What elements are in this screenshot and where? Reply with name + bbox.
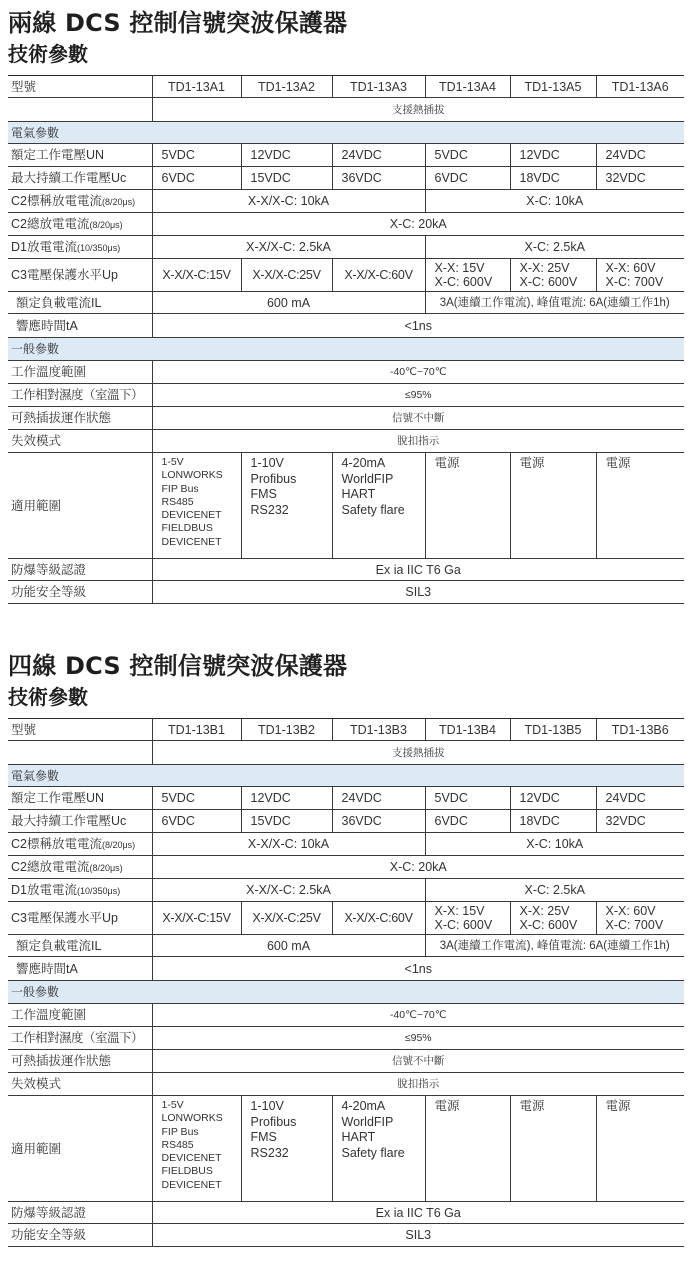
application-item: 1-10V xyxy=(250,456,284,470)
application-item: FIP Bus xyxy=(161,1125,199,1138)
value-cell: 6VDC xyxy=(152,810,241,833)
failure-row xyxy=(8,1073,684,1096)
model-cell: TD1-13B5 xyxy=(510,719,596,741)
max-voltage-label: 最大持續工作電壓Uc xyxy=(8,167,152,190)
response-row xyxy=(8,314,684,338)
d1-label: D1放電電流(10/350μs) xyxy=(8,879,152,902)
model-cell: TD1-13A6 xyxy=(596,76,684,98)
humidity-value: ≤95% xyxy=(152,1027,684,1050)
value-cell: 36VDC xyxy=(332,167,425,190)
group-header-general xyxy=(8,981,684,1004)
value-cell: 24VDC xyxy=(332,144,425,167)
c2-total-value: X-C: 20kA xyxy=(152,856,684,879)
application-item: 1-10V xyxy=(250,1099,284,1113)
model-row xyxy=(8,719,684,741)
empty-label xyxy=(8,98,152,122)
model-label: 型號 xyxy=(8,76,152,98)
value-cell: X-X/X-C:15V xyxy=(152,902,241,935)
response-label: 響應時間tA xyxy=(8,957,152,981)
response-value: <1ns xyxy=(152,314,684,338)
application-list: 電源 xyxy=(596,453,684,559)
application-label: 適用範圍 xyxy=(8,1096,152,1202)
safety-row xyxy=(8,1224,684,1247)
model-cell: TD1-13A2 xyxy=(241,76,332,98)
application-item: DEVICENET xyxy=(161,509,222,522)
c3-label: C3電壓保護水平Up xyxy=(8,259,152,292)
value-cell: X-X: 60V X-C: 700V xyxy=(596,902,684,935)
failure-label: 失效模式 xyxy=(8,430,152,453)
safety-value: SIL3 xyxy=(152,581,684,604)
application-item: RS485 xyxy=(161,1138,194,1151)
section-subtitle: 技術參數 xyxy=(8,685,88,709)
safety-label: 功能安全等級 xyxy=(8,581,152,604)
spec-table xyxy=(8,718,684,1247)
application-item: 1-5V xyxy=(161,456,184,468)
application-list xyxy=(332,1096,425,1202)
temp-row xyxy=(8,1004,684,1027)
hot-swap-value: 支援熱插拔 xyxy=(152,741,684,765)
value-cell: X-X/X-C:15V xyxy=(152,259,241,292)
group-header-electrical xyxy=(8,122,684,144)
application-row xyxy=(8,1096,684,1202)
temp-value: -40℃~70℃ xyxy=(152,1004,684,1027)
value-cell: 12VDC xyxy=(241,144,332,167)
safety-label: 功能安全等級 xyxy=(8,1224,152,1247)
application-list: 電源 xyxy=(425,453,510,559)
load-current-right: 3A(連續工作電流), 峰值電流: 6A(連續工作1h) xyxy=(425,935,684,957)
model-row xyxy=(8,76,684,98)
c2-total-label: C2總放電電流(8/20μs) xyxy=(8,213,152,236)
value-cell: 24VDC xyxy=(596,144,684,167)
empty-label xyxy=(8,741,152,765)
application-item: FMS xyxy=(250,487,277,501)
application-item: HART xyxy=(341,487,376,501)
application-item: RS485 xyxy=(161,495,194,508)
explosion-label: 防爆等級認證 xyxy=(8,559,152,581)
application-item: FIP Bus xyxy=(161,482,199,495)
c3-label: C3電壓保護水平Up xyxy=(8,902,152,935)
temp-label: 工作溫度範圍 xyxy=(8,1004,152,1027)
model-label: 型號 xyxy=(8,719,152,741)
load-current-left: 600 mA xyxy=(152,292,425,314)
hot-swap-row xyxy=(8,741,684,765)
value-cell: 12VDC xyxy=(510,787,596,810)
application-item: HART xyxy=(341,1130,376,1144)
model-cell: TD1-13A4 xyxy=(425,76,510,98)
value-cell: X-X/X-C:60V xyxy=(332,259,425,292)
value-cell: 36VDC xyxy=(332,810,425,833)
value-cell: X-X/X-C:25V xyxy=(241,259,332,292)
d1-right: X-C: 2.5kA xyxy=(425,236,684,259)
value-cell: 18VDC xyxy=(510,810,596,833)
value-cell: 24VDC xyxy=(596,787,684,810)
model-cell: TD1-13B4 xyxy=(425,719,510,741)
hot-swap-value: 支援熱插拔 xyxy=(152,98,684,122)
hot-state-label: 可熱插拔運作狀態 xyxy=(8,407,152,430)
hot-state-label: 可熱插拔運作狀態 xyxy=(8,1050,152,1073)
model-cell: TD1-13B2 xyxy=(241,719,332,741)
load-current-label: 額定負載電流IL xyxy=(8,292,152,314)
group-general-label: 一般參數 xyxy=(8,338,684,361)
c2-nominal-row xyxy=(8,833,684,856)
value-cell: 12VDC xyxy=(241,787,332,810)
spec-table xyxy=(8,75,684,604)
two-wire-section xyxy=(0,0,693,630)
hot-swap-row xyxy=(8,98,684,122)
value-cell: X-X: 15V X-C: 600V xyxy=(425,259,510,292)
group-header-electrical xyxy=(8,765,684,787)
temp-row xyxy=(8,361,684,384)
application-item: Profibus xyxy=(250,1114,297,1129)
model-cell: TD1-13A5 xyxy=(510,76,596,98)
product-title: 四線 DCS 控制信號突波保護器 xyxy=(8,652,348,680)
section-subtitle: 技術參數 xyxy=(8,42,88,66)
application-list xyxy=(152,453,241,559)
response-value: <1ns xyxy=(152,957,684,981)
c2-nominal-right: X-C: 10kA xyxy=(425,833,684,856)
value-cell: 5VDC xyxy=(152,787,241,810)
max-voltage-row xyxy=(8,167,684,190)
model-cell: TD1-13B1 xyxy=(152,719,241,741)
c2-total-row xyxy=(8,213,684,236)
application-item: WorldFIP xyxy=(341,471,394,486)
d1-right: X-C: 2.5kA xyxy=(425,879,684,902)
c2-nominal-left: X-X/X-C: 10kA xyxy=(152,833,425,856)
max-voltage-label: 最大持續工作電壓Uc xyxy=(8,810,152,833)
value-cell: 15VDC xyxy=(241,167,332,190)
humidity-row xyxy=(8,384,684,407)
rated-voltage-row xyxy=(8,787,684,810)
explosion-label: 防爆等級認證 xyxy=(8,1202,152,1224)
response-row xyxy=(8,957,684,981)
c2-nominal-right: X-C: 10kA xyxy=(425,190,684,213)
failure-row xyxy=(8,430,684,453)
load-current-right: 3A(連續工作電流), 峰值電流: 6A(連續工作1h) xyxy=(425,292,684,314)
c2-nominal-label: C2標稱放電電流(8/20μs) xyxy=(8,833,152,856)
application-item: FMS xyxy=(250,1130,277,1144)
group-electrical-label: 電氣參數 xyxy=(8,765,684,787)
load-current-left: 600 mA xyxy=(152,935,425,957)
load-current-row xyxy=(8,935,684,957)
c2-total-row xyxy=(8,856,684,879)
c2-total-label: C2總放電電流(8/20μs) xyxy=(8,856,152,879)
c2-nominal-left: X-X/X-C: 10kA xyxy=(152,190,425,213)
application-item: Safety flare xyxy=(341,502,405,517)
application-item: DEVICENET xyxy=(161,1152,222,1165)
rated-voltage-label: 額定工作電壓UN xyxy=(8,787,152,810)
group-electrical-label: 電氣參數 xyxy=(8,122,684,144)
application-item: 1-5V xyxy=(161,1099,184,1111)
value-cell: 32VDC xyxy=(596,810,684,833)
d1-row xyxy=(8,236,684,259)
application-list xyxy=(152,1096,241,1202)
value-cell: 6VDC xyxy=(425,167,510,190)
hot-state-value: 信號不中斷 xyxy=(152,1050,684,1073)
group-general-label: 一般參數 xyxy=(8,981,684,1004)
temp-value: -40℃~70℃ xyxy=(152,361,684,384)
application-item: RS232 xyxy=(250,1145,289,1160)
value-cell: 32VDC xyxy=(596,167,684,190)
explosion-row xyxy=(8,559,684,581)
temp-label: 工作溫度範圍 xyxy=(8,361,152,384)
value-cell: 24VDC xyxy=(332,787,425,810)
application-item: 4-20mA xyxy=(341,1099,386,1113)
four-wire-section xyxy=(0,643,693,1269)
value-cell: 5VDC xyxy=(425,144,510,167)
group-header-general xyxy=(8,338,684,361)
d1-left: X-X/X-C: 2.5kA xyxy=(152,879,425,902)
d1-left: X-X/X-C: 2.5kA xyxy=(152,236,425,259)
response-label: 響應時間tA xyxy=(8,314,152,338)
application-list: 電源 xyxy=(510,1096,596,1202)
humidity-label: 工作相對濕度（室溫下） xyxy=(8,1027,152,1050)
explosion-value: Ex ia IIC T6 Ga xyxy=(152,1202,684,1224)
failure-value: 脫扣指示 xyxy=(152,1073,684,1096)
c2-nominal-label: C2標稱放電電流(8/20μs) xyxy=(8,190,152,213)
product-title: 兩線 DCS 控制信號突波保護器 xyxy=(8,9,348,37)
failure-value: 脫扣指示 xyxy=(152,430,684,453)
application-list xyxy=(332,453,425,559)
model-cell: TD1-13B3 xyxy=(332,719,425,741)
load-current-row xyxy=(8,292,684,314)
model-cell: TD1-13A1 xyxy=(152,76,241,98)
value-cell: X-X/X-C:60V xyxy=(332,902,425,935)
load-current-label: 額定負載電流IL xyxy=(8,935,152,957)
c3-row xyxy=(8,902,684,935)
model-cell: TD1-13A3 xyxy=(332,76,425,98)
humidity-label: 工作相對濕度（室溫下） xyxy=(8,384,152,407)
value-cell: 15VDC xyxy=(241,810,332,833)
value-cell: X-X: 60V X-C: 700V xyxy=(596,259,684,292)
hot-state-row xyxy=(8,407,684,430)
c2-total-value: X-C: 20kA xyxy=(152,213,684,236)
rated-voltage-row xyxy=(8,144,684,167)
model-cell: TD1-13B6 xyxy=(596,719,684,741)
application-item: DEVICENET xyxy=(161,1178,222,1191)
value-cell: 5VDC xyxy=(152,144,241,167)
max-voltage-row xyxy=(8,810,684,833)
explosion-row xyxy=(8,1202,684,1224)
safety-row xyxy=(8,581,684,604)
application-list: 電源 xyxy=(596,1096,684,1202)
application-item: RS232 xyxy=(250,502,289,517)
d1-row xyxy=(8,879,684,902)
d1-label: D1放電電流(10/350μs) xyxy=(8,236,152,259)
application-item: FIELDBUS xyxy=(161,1165,213,1178)
application-item: DEVICENET xyxy=(161,535,222,548)
failure-label: 失效模式 xyxy=(8,1073,152,1096)
value-cell: 18VDC xyxy=(510,167,596,190)
value-cell: X-X: 25V X-C: 600V xyxy=(510,902,596,935)
application-item: WorldFIP xyxy=(341,1114,394,1129)
rated-voltage-label: 額定工作電壓UN xyxy=(8,144,152,167)
value-cell: 12VDC xyxy=(510,144,596,167)
explosion-value: Ex ia IIC T6 Ga xyxy=(152,559,684,581)
application-item: Profibus xyxy=(250,471,297,486)
value-cell: X-X: 25V X-C: 600V xyxy=(510,259,596,292)
c3-row xyxy=(8,259,684,292)
value-cell: 5VDC xyxy=(425,787,510,810)
application-item: 4-20mA xyxy=(341,456,386,470)
value-cell: X-X/X-C:25V xyxy=(241,902,332,935)
application-list xyxy=(241,453,332,559)
value-cell: 6VDC xyxy=(425,810,510,833)
application-list: 電源 xyxy=(425,1096,510,1202)
safety-value: SIL3 xyxy=(152,1224,684,1247)
hot-state-row xyxy=(8,1050,684,1073)
application-item: FIELDBUS xyxy=(161,522,213,535)
value-cell: 6VDC xyxy=(152,167,241,190)
application-label: 適用範圍 xyxy=(8,453,152,559)
application-row xyxy=(8,453,684,559)
application-list: 電源 xyxy=(510,453,596,559)
hot-state-value: 信號不中斷 xyxy=(152,407,684,430)
application-item: LONWORKS xyxy=(161,469,223,482)
humidity-value: ≤95% xyxy=(152,384,684,407)
c2-nominal-row xyxy=(8,190,684,213)
application-list xyxy=(241,1096,332,1202)
value-cell: X-X: 15V X-C: 600V xyxy=(425,902,510,935)
application-item: Safety flare xyxy=(341,1145,405,1160)
humidity-row xyxy=(8,1027,684,1050)
application-item: LONWORKS xyxy=(161,1112,223,1125)
